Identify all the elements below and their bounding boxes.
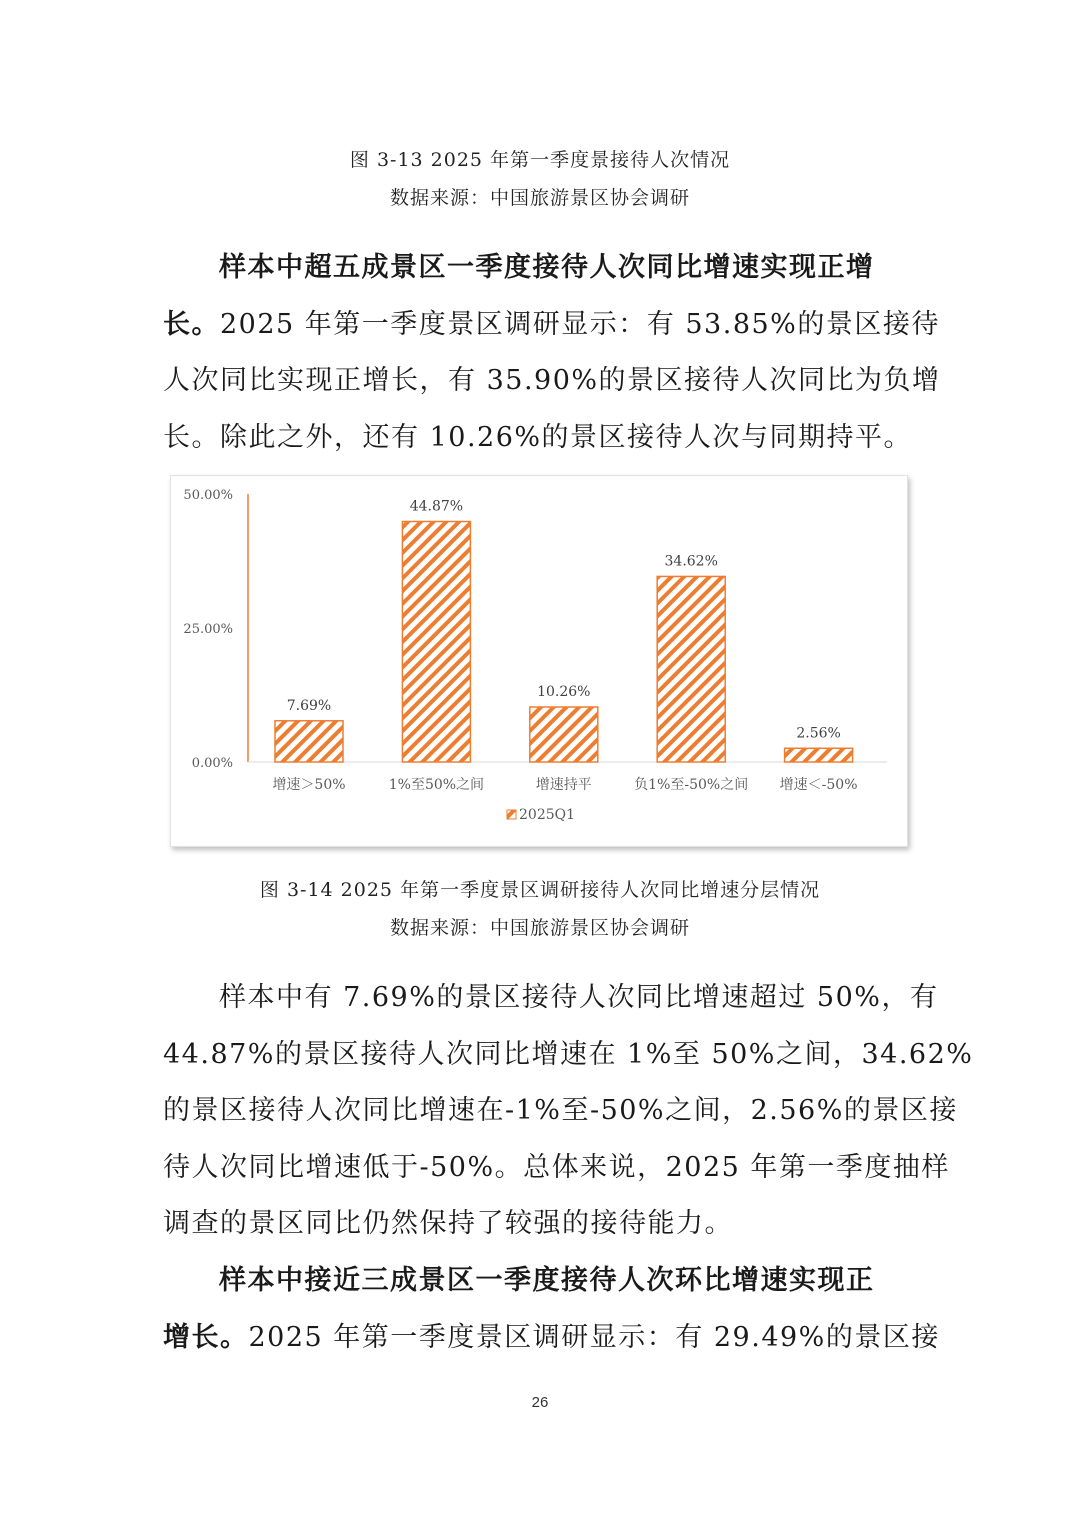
- data-label: 2.56%: [796, 725, 841, 742]
- category-label: 增速＜-50%: [779, 777, 858, 793]
- paragraph-1-text: 2025 年第一季度景区调研显示：有 53.85%的景区接待: [220, 308, 940, 340]
- paragraph-2-line-4: 待人次同比增速低于-50%。总体来说，2025 年第一季度抽样: [163, 1151, 950, 1183]
- legend-label: 2025Q1: [519, 807, 576, 823]
- data-label: 7.69%: [286, 697, 332, 714]
- page-number: 26: [531, 1394, 549, 1411]
- paragraph-1-line-1: [163, 240, 917, 297]
- bar: [275, 721, 343, 762]
- paragraph-3-text: 2025 年第一季度景区调研显示：有 29.49%的景区接: [248, 1321, 940, 1353]
- figure-3-13-caption: 图 3-13 2025 年第一季度景接待人次情况: [349, 149, 731, 171]
- bar-chart-container: [170, 475, 908, 847]
- category-label: 增速＞50%: [272, 777, 346, 793]
- paragraph-3: [163, 1253, 940, 1366]
- paragraph-1-line-3: 人次同比实现正增长，有 35.90%的景区接待人次同比为负增: [163, 365, 941, 396]
- category-label: 1%至50%之间: [388, 777, 485, 793]
- figure-3-13-source: 数据来源：中国旅游景区协会调研: [389, 187, 690, 209]
- category-label: 增速持平: [535, 777, 592, 793]
- data-label: 10.26%: [537, 684, 591, 701]
- paragraph-3-heading: 样本中接近三成景区一季度接待人次环比增速实现正: [219, 1265, 875, 1296]
- category-label: 负1%至-50%之间: [634, 777, 749, 793]
- bar: [530, 707, 598, 762]
- paragraph-1: [163, 240, 941, 466]
- paragraph-1-line-2: [163, 297, 940, 354]
- paragraph-2-line-2: 44.87%的景区接待人次同比增速在 1%至 50%之间，34.62%: [163, 1038, 974, 1070]
- legend-swatch: [507, 810, 516, 819]
- y-tick-label: 50.00%: [183, 488, 233, 503]
- bar: [657, 576, 725, 762]
- paragraph-3-heading-end: 增长。: [163, 1321, 249, 1353]
- bar: [785, 748, 853, 762]
- y-tick-label: 0.00%: [191, 756, 233, 771]
- paragraph-1-heading: 样本中超五成景区一季度接待人次同比增速实现正增: [219, 252, 875, 283]
- y-tick-label: 25.00%: [183, 622, 233, 637]
- paragraph-1-heading-end: 长。: [163, 308, 220, 340]
- bar-chart: [171, 476, 907, 846]
- paragraph-1-line-4: 长。除此之外，还有 10.26%的景区接待人次与同期持平。: [163, 421, 913, 453]
- paragraph-2-line-5: 调查的景区同比仍然保持了较强的接待能力。: [163, 1208, 733, 1239]
- figure-3-14-source: 数据来源：中国旅游景区协会调研: [389, 917, 690, 939]
- paragraph-3-line-2: [163, 1310, 940, 1367]
- paragraph-2: [163, 970, 974, 1253]
- figure-3-14-caption: 图 3-14 2025 年第一季度景区调研接待人次同比增速分层情况: [259, 879, 821, 901]
- paragraph-3-line-1: [163, 1253, 917, 1310]
- bar: [402, 521, 470, 762]
- paragraph-2-line-3: 的景区接待人次同比增速在-1%至-50%之间，2.56%的景区接: [163, 1095, 958, 1126]
- data-label: 44.87%: [409, 498, 464, 515]
- data-label: 34.62%: [664, 553, 718, 570]
- paragraph-2-line-1: 样本中有 7.69%的景区接待人次同比增速超过 50%，有: [219, 982, 939, 1013]
